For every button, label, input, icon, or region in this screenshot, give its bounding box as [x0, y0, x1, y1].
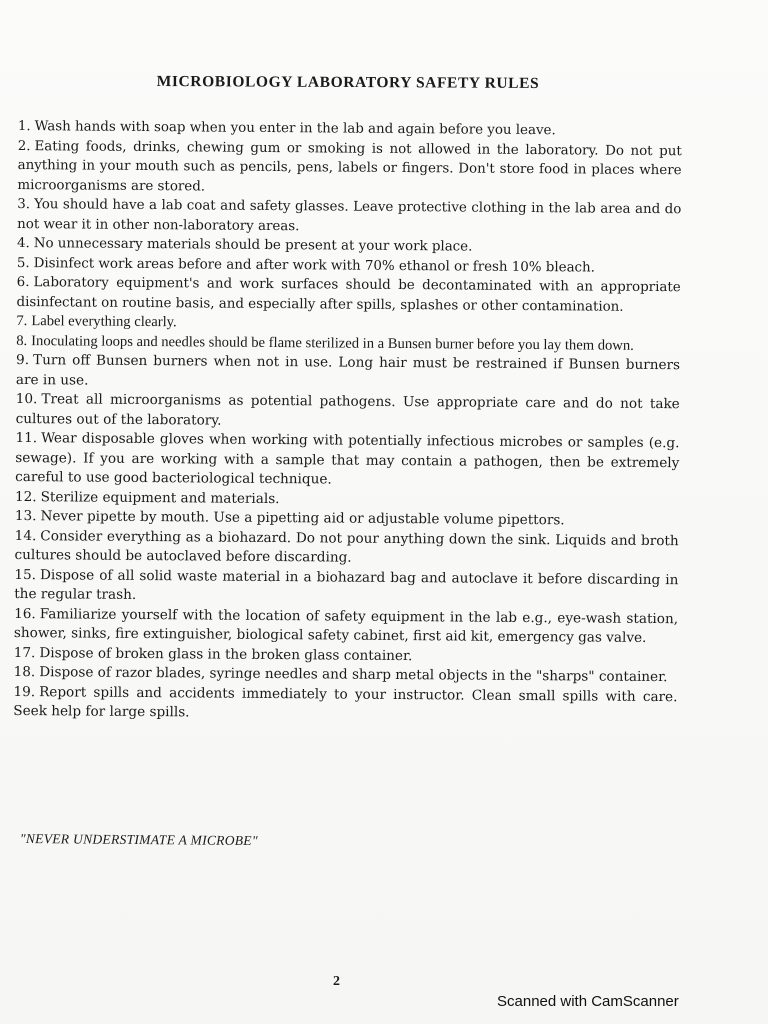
rule-item [17, 136, 681, 200]
rule-item [14, 604, 678, 648]
rule-number: 11. [15, 429, 38, 447]
rule-item [17, 195, 681, 239]
rule-number: 9. [16, 351, 30, 369]
rule-text: Disinfect work areas before and after work with 70% ethanol or fresh 10% bleach. [33, 255, 596, 276]
rule-text: Inoculating loops and needles should be flame sterilized in a Bunsen burner before you lay them down. [31, 332, 634, 354]
rule-text: Laboratory equipment's and work surfaces should be decontaminated with an appropriate disinfectant on routine basis, and especially after spills, splashes or other contamination. [16, 275, 681, 315]
rule-item [16, 273, 680, 317]
rule-number: 10. [15, 390, 38, 408]
rule-number: 7. [16, 312, 28, 330]
rule-text: No unnecessary materials should be present at your work place. [33, 236, 473, 255]
rule-text: Turn off Bunsen burners when not in use. Long hair must be restrained if Bunsen burners are in use. [15, 352, 681, 389]
rule-number: 12. [14, 488, 37, 505]
page-number: 2 [333, 974, 340, 989]
rule-text: You should have a lab coat and safety glasses. Leave protective clothing in the lab area and do not wear it in other non-laboratory areas. [17, 197, 682, 234]
rule-number: 8. [16, 332, 28, 349]
rule-text: Label everything clearly. [31, 313, 177, 331]
rule-text: Wash hands with soap when you enter in the lab and again before you leave. [34, 119, 556, 139]
rule-text: Report spills and accidents immediately to your instructor. Clean small spills with care. Seek help for large spills. [13, 683, 678, 721]
rule-text: Familiarize yourself with the location of safety equipment in the lab e.g., eye-wash station, shower, sinks, fire extinguisher, biological safety cabinet, first aid kit, emergency gas valve. [13, 605, 679, 646]
rule-number: 18. [13, 663, 36, 681]
rule-number: 5. [16, 255, 30, 271]
rule-item [14, 565, 678, 609]
rule-text: Sterilize equipment and materials. [40, 488, 280, 507]
rule-item [16, 390, 680, 434]
rule-item [14, 526, 678, 570]
rule-number: 13. [14, 507, 37, 525]
rule-text: Dispose of broken glass in the broken glass container. [39, 644, 413, 664]
rule-number: 17. [13, 644, 36, 661]
rule-number: 6. [16, 274, 30, 291]
page-title: MICROBIOLOGY LABORATORY SAFETY RULES [156, 72, 540, 93]
rule-number: 16. [14, 605, 36, 622]
rule-number: 3. [17, 196, 31, 213]
rule-number: 2. [17, 138, 31, 154]
rule-item [15, 429, 679, 493]
rule-text: Eating foods, drinks, chewing gum or smoking is not allowed in the laboratory. Do not put anything in your mouth such as pencils, pens, labels or fingers. Don't store food in places where microorganisms are stored. [17, 138, 682, 194]
rule-text: Never pipette by mouth. Use a pipetting aid or adjustable volume pipettors. [40, 508, 565, 529]
rule-text: Dispose of all solid waste material in a biohazard bag and autoclave it before discarding in the regular trash. [14, 566, 679, 603]
rule-text: Treat all microorganisms as potential pathogens. Use appropriate care and do not take cultures out of the laboratory. [15, 391, 680, 429]
closing-quote: "NEVER UNDERSTIMATE A MICROBE" [19, 831, 258, 849]
rule-number: 19. [13, 683, 36, 700]
rule-number: 15. [14, 566, 37, 583]
rule-text: Consider everything as a biohazard. Do not pour anything down the sink. Liquids and broth cultures should be autoclaved before discarding. [14, 527, 679, 566]
rule-text: Dispose of razor blades, syringe needles and sharp metal objects in the "sharps" container. [39, 664, 668, 686]
rule-item [16, 351, 680, 395]
rule-number: 1. [17, 118, 31, 135]
rule-item [13, 682, 677, 726]
safety-rules-list [13, 117, 682, 727]
rule-text: Wear disposable gloves when working with potentially infectious microbes or samples (e.g. sewage). If you are working with a sample that may contain a pathogen, then be extremely careful to use good bacteriological technique. [15, 430, 680, 488]
scanner-watermark: Scanned with CamScanner [497, 993, 679, 1010]
rule-number: 4. [16, 235, 30, 252]
rule-number: 14. [14, 527, 37, 544]
